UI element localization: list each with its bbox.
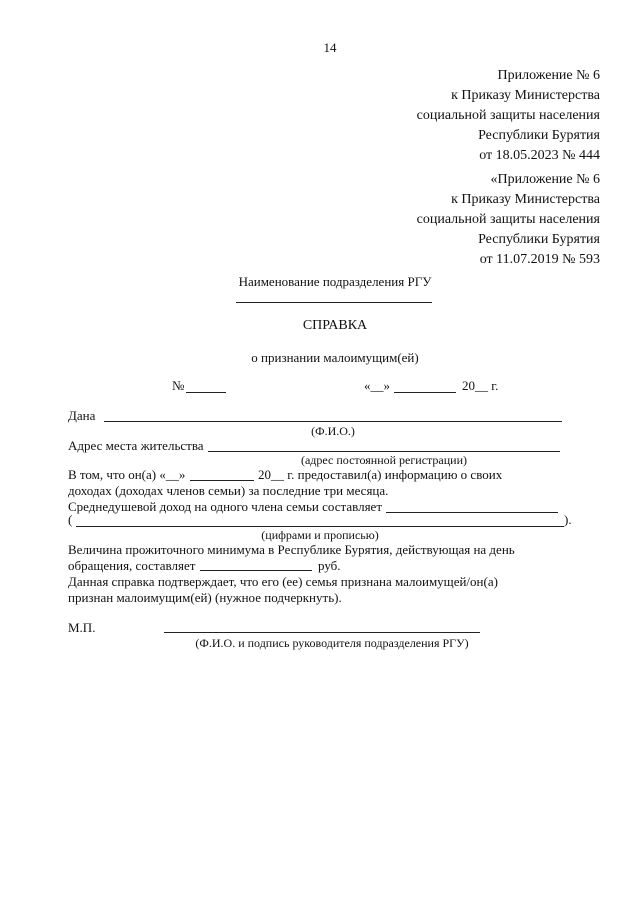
annex-line: Приложение № 6: [497, 68, 600, 83]
number-label: №: [172, 378, 185, 393]
org-unit-label: Наименование подразделения РГУ: [238, 274, 432, 289]
annex-header-previous: [417, 170, 600, 270]
annex-header-current: [417, 66, 600, 166]
address-caption: (адрес постоянной регистрации): [300, 453, 468, 467]
annex-line: к Приказу Министерства: [451, 192, 600, 207]
paren-open: (: [68, 512, 73, 527]
info-text: В том, что он(а) «__»: [68, 467, 186, 482]
minimum-text: Величина прожиточного минимума в Республике Бурятия, действующая на день: [68, 542, 515, 557]
minimum-line: [200, 570, 312, 571]
address-line: [208, 451, 560, 452]
annex-line: к Приказу Министерства: [451, 88, 600, 103]
number-line: [186, 392, 226, 393]
annex-line: от 18.05.2023 № 444: [479, 148, 600, 163]
annex-line: «Приложение № 6: [490, 172, 600, 187]
stamp-label: М.П.: [68, 620, 96, 635]
paren-close: ).: [564, 512, 572, 527]
annex-line: социальной защиты населения: [416, 212, 600, 227]
amount-caption: (цифрами и прописью): [261, 528, 379, 542]
annex-line: от 11.07.2019 № 593: [479, 252, 600, 267]
minimum-text: обращения, составляет: [68, 558, 196, 573]
page-number: 14: [323, 40, 337, 55]
date-day: «__»: [364, 378, 390, 393]
signature-line: [164, 632, 480, 633]
address-label: Адрес места жительства: [68, 438, 204, 453]
form-subtitle: о признании малоимущим(ей): [251, 350, 419, 365]
date-month-line: [394, 392, 456, 393]
info-text: доходах (доходах членов семьи) за последние три месяца.: [68, 483, 389, 498]
confirm-text: Данная справка подтверждает, что его (ее) семья признана малоимущей/он(а): [68, 574, 498, 589]
income-label: Среднедушевой доход на одного члена семьи составляет: [68, 499, 382, 514]
info-month-line: [190, 480, 254, 481]
form-title: СПРАВКА: [302, 318, 368, 333]
minimum-currency: руб.: [318, 558, 341, 573]
given-label: Дана: [68, 408, 96, 423]
annex-line: Республики Бурятия: [478, 232, 600, 247]
income-line: [386, 512, 558, 513]
annex-line: Республики Бурятия: [478, 128, 600, 143]
fio-caption: (Ф.И.О.): [311, 424, 355, 438]
amount-line: [76, 526, 564, 527]
annex-line: социальной защиты населения: [416, 108, 600, 123]
signature-caption: (Ф.И.О. и подпись руководителя подразделения РГУ): [195, 636, 469, 650]
date-year: 20__ г.: [462, 378, 499, 393]
confirm-text: признан малоимущим(ей) (нужное подчеркнуть).: [68, 590, 342, 605]
info-text: 20__ г. предоставил(а) информацию о своих: [258, 467, 503, 482]
org-unit-line: [236, 302, 432, 303]
fio-line: [104, 421, 562, 422]
